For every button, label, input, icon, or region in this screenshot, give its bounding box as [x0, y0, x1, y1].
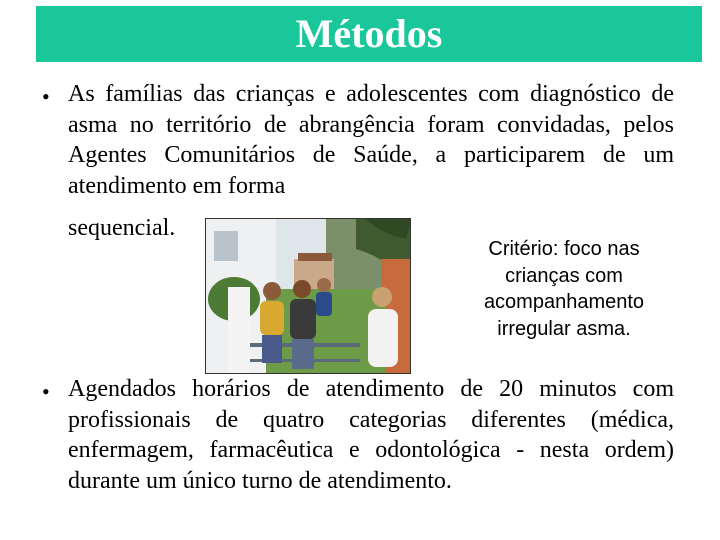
bullet-text-2: Agendados horários de atendimento de 20 minutos com profissionais de quatro categorias diferentes (médica, enfermagem, farmacêutica e odontológica - nesta ordem) durante um único turno de atendimento.	[68, 376, 674, 494]
family-photo-illustration	[206, 219, 411, 374]
title-bar	[36, 6, 702, 62]
family-photo	[205, 218, 411, 374]
photo-caption: Critério: foco nas crianças com acompanhamento irregular asma.	[483, 238, 645, 340]
bullet-marker-1: •	[42, 84, 50, 109]
bullet-text-1: As famílias das crianças e adolescentes com diagnóstico de asma no território de abrangência foram convidadas, pelos Agentes Comunitários de Saúde, a participarem de um atendimento em forma	[68, 81, 674, 199]
bullet-text-1-end: sequencial.	[68, 215, 176, 241]
bullet-marker-2: •	[42, 379, 50, 404]
slide-title: Métodos	[295, 11, 443, 56]
